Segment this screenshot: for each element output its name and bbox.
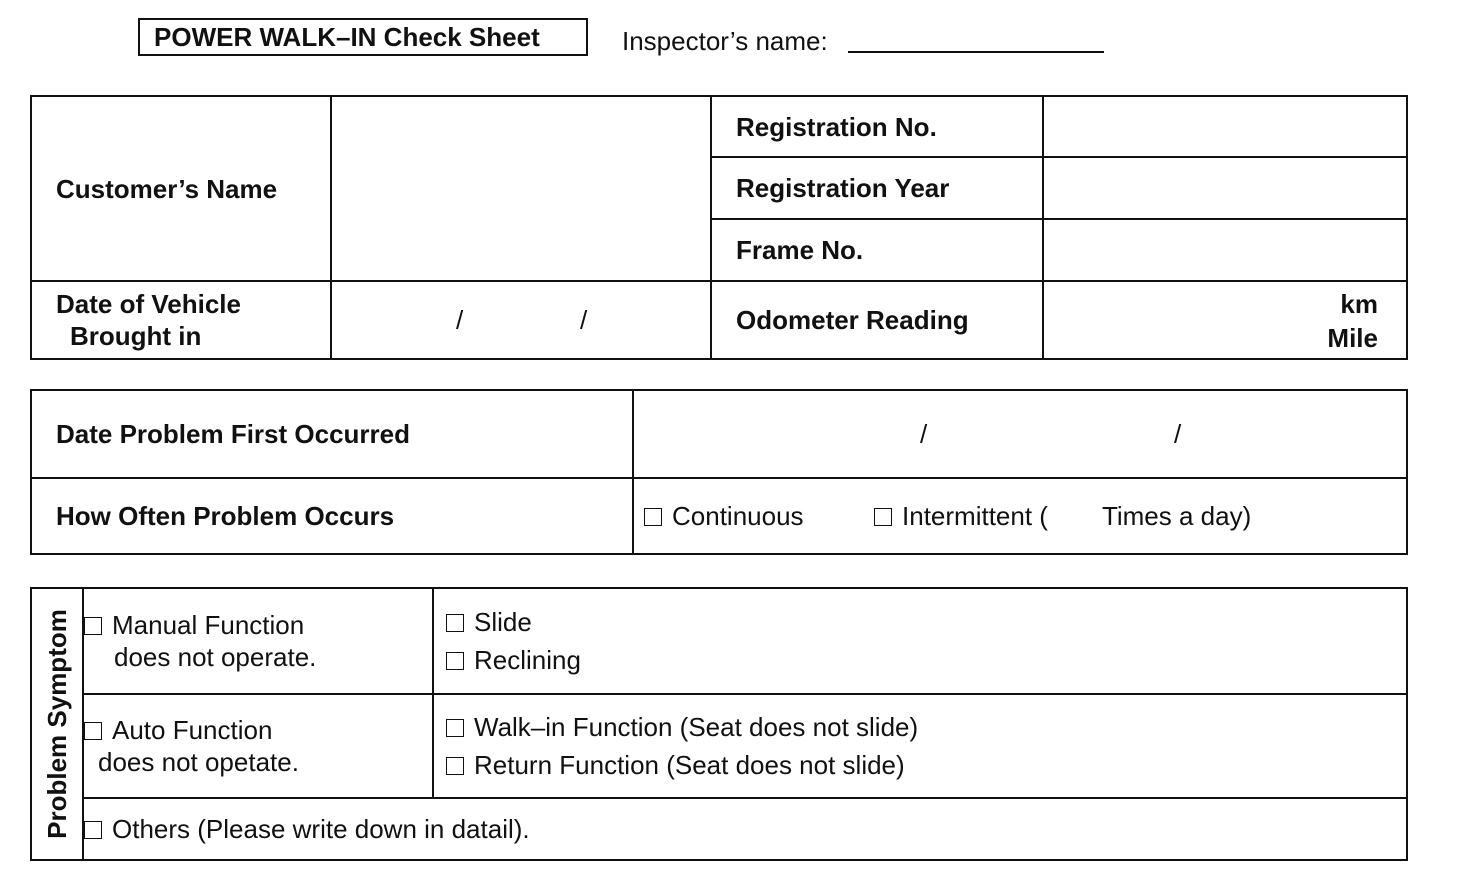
frame-no-field[interactable] [1043,219,1407,281]
odometer-label: Odometer Reading [711,281,1043,359]
reclining-checkbox[interactable] [446,652,464,670]
registration-no-label: Registration No. [711,96,1043,157]
auto-function-label-line2: does not opetate. [98,747,299,777]
inspector-name-label: Inspector’s name: [622,26,828,56]
problem-symptom-header [31,588,83,860]
date-separator: / [920,419,928,449]
registration-year-label: Registration Year [711,157,1043,219]
first-occurred-field[interactable] [633,390,1407,478]
how-often-label: How Often Problem Occurs [31,478,633,554]
date-separator: / [456,305,464,335]
unit-km-label: km [1340,289,1378,319]
return-function-label: Return Function (Seat does not slide) [474,750,905,780]
date-brought-in-field[interactable] [331,281,711,359]
frame-no-label: Frame No. [711,219,1043,281]
auto-function-checkbox[interactable] [84,722,102,740]
times-a-day-label: Times a day) [1101,501,1252,531]
auto-function-label: Auto Function [112,715,273,745]
date-brought-in-label-line1: Date of Vehicle [56,289,241,319]
others-option [83,798,1407,860]
unit-mile-label: Mile [1327,323,1378,353]
continuous-label: Continuous [672,501,804,531]
walk-in-function-checkbox[interactable] [446,719,464,737]
problem-symptom-table [30,587,1408,861]
auto-function-details [433,694,1407,798]
others-checkbox[interactable] [84,821,102,839]
reclining-label: Reclining [474,645,581,675]
manual-function-option [83,588,433,694]
auto-function-option [83,694,433,798]
customer-name-field[interactable] [331,96,711,281]
inspector-name-field[interactable] [848,51,1104,53]
odometer-field[interactable] [1043,281,1407,359]
problem-symptom-label: Problem Symptom [42,609,72,839]
manual-function-label: Manual Function [112,610,305,640]
how-often-options [633,478,1407,554]
registration-no-field[interactable] [1043,96,1407,157]
date-separator: / [1174,419,1182,449]
slide-checkbox[interactable] [446,614,464,632]
date-separator: / [580,305,588,335]
manual-function-label-line2: does not operate. [114,642,317,672]
return-function-checkbox[interactable] [446,757,464,775]
continuous-checkbox[interactable] [644,508,662,526]
walk-in-function-label: Walk–in Function (Seat does not slide) [474,712,919,742]
others-label: Others (Please write down in datail). [112,814,530,844]
slide-label: Slide [474,607,532,637]
occurrence-table [30,389,1408,555]
date-brought-in-label [31,281,331,359]
vehicle-info-table [30,95,1408,360]
manual-function-details [433,588,1407,694]
date-brought-in-label-line2: Brought in [70,321,202,351]
intermittent-checkbox[interactable] [874,508,892,526]
sheet-title: POWER WALK–IN Check Sheet [138,18,588,56]
intermittent-label: Intermittent ( [902,501,1048,531]
registration-year-field[interactable] [1043,157,1407,219]
first-occurred-label: Date Problem First Occurred [31,390,633,478]
customer-name-label: Customer’s Name [31,96,331,281]
manual-function-checkbox[interactable] [84,617,102,635]
